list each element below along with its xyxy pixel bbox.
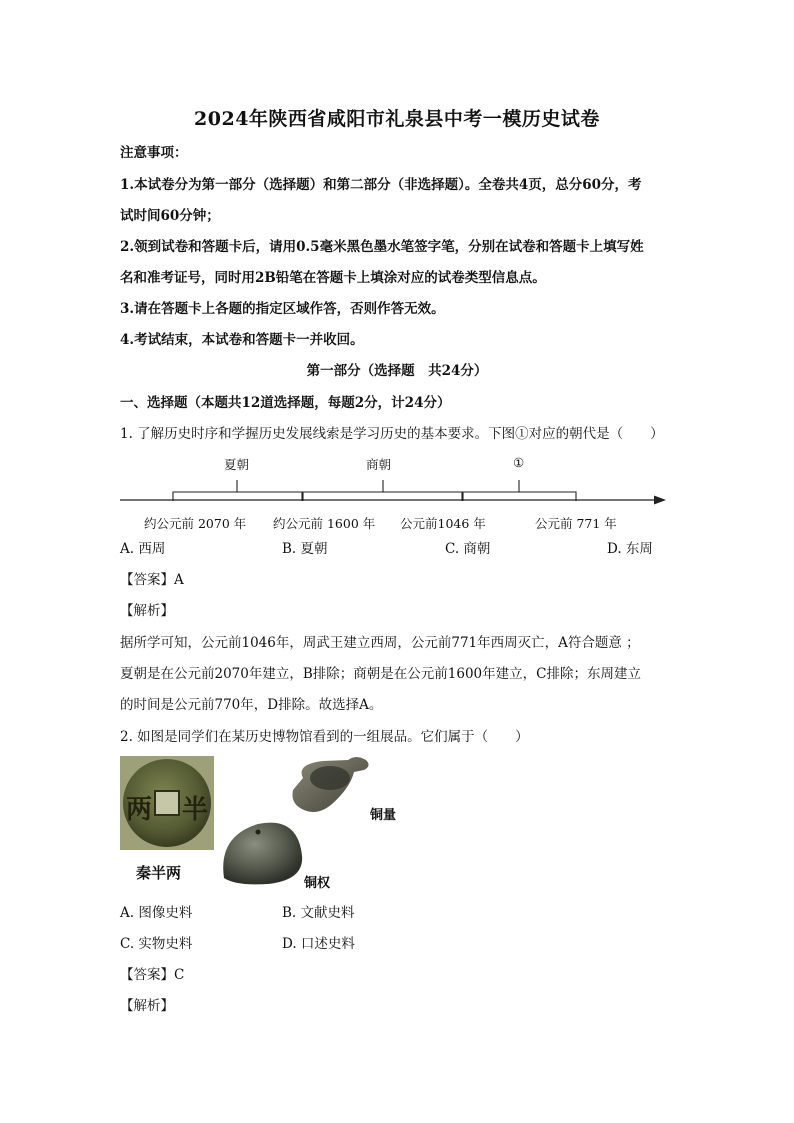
q1-analysis-line-2: 夏朝是在公元前2070年建立，B排除；商朝是在公元前1600年建立，C排除；东周建立	[120, 666, 641, 682]
notice-line-3: 2.领到试卷和答题卡后，请用0.5毫米黑色墨水笔签字笔，分别在试卷和答题卡上填写姓	[120, 239, 644, 255]
timeline-arrow	[654, 496, 666, 505]
q1-analysis-heading: 【解析】	[120, 603, 174, 619]
q2-option-a: A. 图像史料	[120, 905, 193, 921]
period-label-shang: 商朝	[366, 457, 392, 472]
q2-option-c: C. 实物史料	[120, 936, 193, 952]
section1-heading: 一、选择题（本题共12道选择题，每题2分，计24分）	[120, 395, 451, 411]
coin-char-left: 两	[126, 795, 153, 825]
notice-line-1: 1.本试卷分为第一部分（选择题）和第二部分（非选择题）。全卷共4页，总分60分，考	[120, 177, 642, 193]
q2-option-b: B. 文献史料	[282, 905, 355, 921]
page-title: 2024年陕西省咸阳市礼泉县中考一模历史试卷	[194, 108, 600, 130]
q2-answer: 【答案】C	[120, 967, 185, 983]
notice-line-2: 试时间60分钟；	[120, 208, 220, 224]
date-label-1046: 公元前1046 年	[400, 516, 486, 531]
q1-analysis-line-3: 的时间是公元前770年，D排除。故选择A。	[120, 697, 383, 713]
q1-answer: 【答案】A	[120, 572, 184, 588]
label-bronze-weight: 铜权	[304, 876, 331, 891]
date-label-771: 公元前 771 年	[535, 516, 617, 531]
q1-timeline	[118, 450, 678, 535]
bronze-weight	[223, 823, 302, 885]
notice-line-5: 3.请在答题卡上各题的指定区域作答，否则作答无效。	[120, 301, 445, 317]
label-qin-ban-liang: 秦半两	[136, 864, 182, 882]
q1-option-c: C. 商朝	[445, 541, 491, 557]
notice-line-6: 4.考试结束，本试卷和答题卡一并收回。	[120, 332, 364, 348]
period-label-blank: ①	[513, 455, 525, 470]
q2-artifact-images	[118, 756, 418, 896]
q2-option-d: D. 口述史料	[282, 936, 355, 952]
q1-option-a: A. 西周	[120, 541, 166, 557]
q2-analysis-heading: 【解析】	[120, 998, 174, 1014]
q1-stem: 1. 了解历史时序和学握历史发展线索是学习历史的基本要求。下图①对应的朝代是（ ）	[120, 426, 664, 442]
part1-heading: 第一部分（选择题 共24分）	[306, 363, 488, 379]
notice-line-4: 名和准考证号，同时用2B铅笔在答题卡上填涂对应的试卷类型信息点。	[120, 270, 546, 286]
date-label-2070: 约公元前 2070 年	[144, 516, 247, 531]
label-bronze-measure: 铜量	[370, 808, 397, 823]
q1-option-b: B. 夏朝	[282, 541, 328, 557]
coin-square-hole	[155, 791, 179, 815]
q1-option-d: D. 东周	[607, 541, 653, 557]
date-label-1600: 约公元前 1600 年	[273, 516, 376, 531]
coin-char-right: 半	[182, 795, 209, 825]
period-label-xia: 夏朝	[224, 457, 250, 472]
notice-heading: 注意事项：	[120, 145, 188, 161]
q2-stem: 2. 如图是同学们在某历史博物馆看到的一组展品。它们属于（ ）	[120, 729, 529, 745]
q1-analysis-line-1: 据所学可知，公元前1046年，周武王建立西周，公元前771年西周灭亡，A符合题意 ；	[120, 635, 640, 651]
